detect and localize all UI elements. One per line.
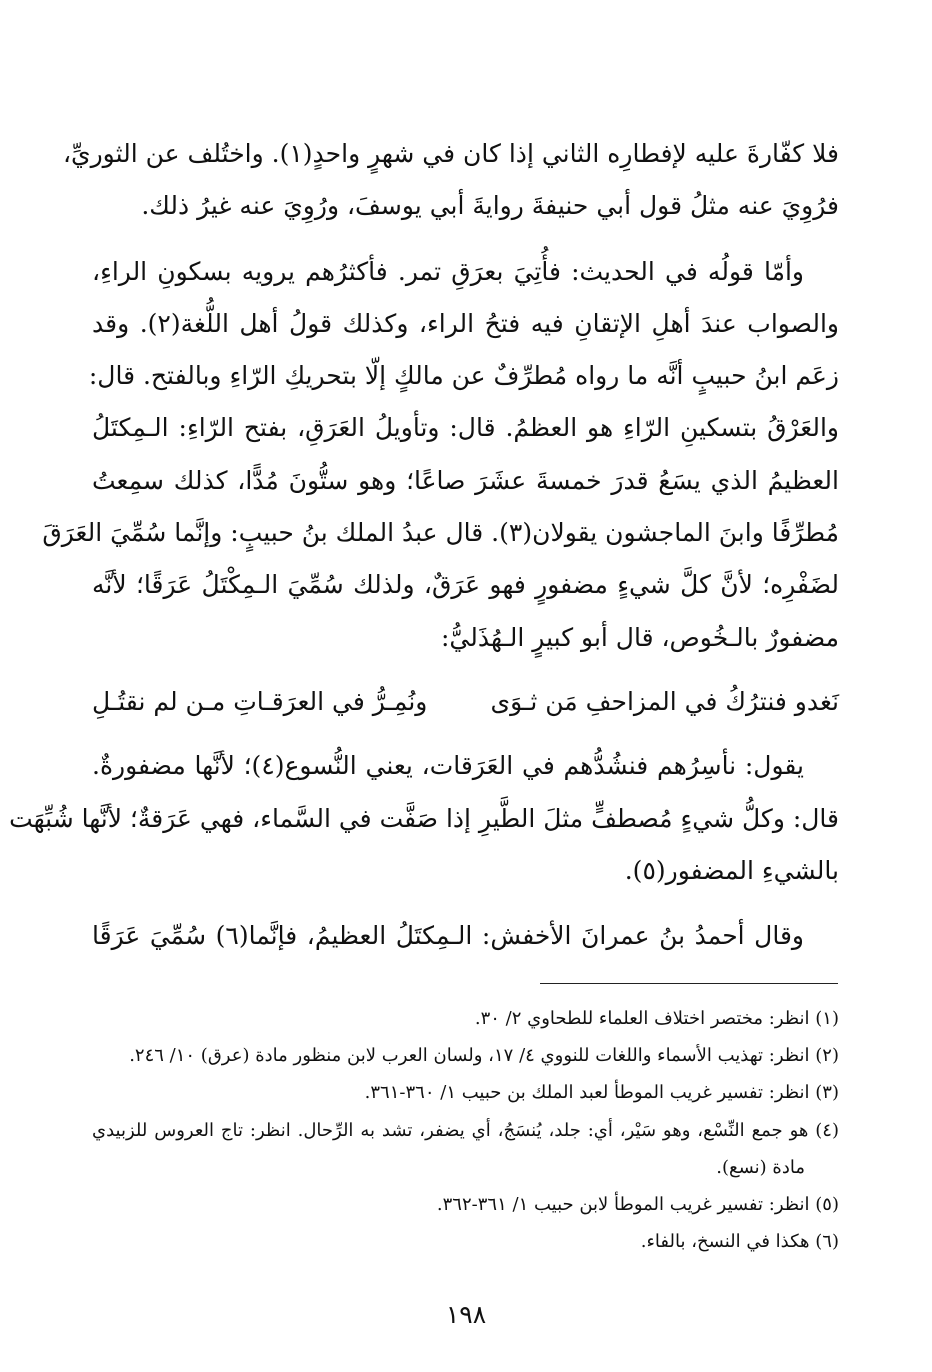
footnote-5: (٥) انظر: تفسير غريب الموطأ لابن حبيب ١/ ٣٦١-٣٦٢. bbox=[436, 1194, 839, 1216]
text-line: مضفورٌ بالـخُوص، قال أبو كبيرٍ الـهُذَليُّ: bbox=[440, 622, 839, 652]
footnote-1: (١) انظر: مختصر اختلاف العلماء للطحاوي ٢/ ٣٠. bbox=[474, 1008, 839, 1029]
paragraph-2 bbox=[42, 246, 839, 664]
text-line: فلا كفّارةَ عليه لإفطارِه الثاني إذا كان في شهرٍ واحدٍ(١). واختُلف عن الثوريِّ، bbox=[62, 139, 839, 168]
footnote-3: (٣) انظر: تفسير غريب الموطأ لعبد الملك بن حبيب ١/ ٣٦٠-٣٦١. bbox=[364, 1082, 839, 1104]
text-line: لضَفْرِه؛ لأنَّ كلَّ شيءٍ مضفورٍ فهو عَرَقٌ، ولذلك سُمِّيَ الـمِكْتَلُ عَرَقًا؛ لأنَّه bbox=[92, 570, 839, 600]
page-number: ١٩٨ bbox=[445, 1300, 487, 1329]
footnote-4: (٤) هو جمع النِّسْع، وهو سَيْر، أي: جلد، يُنسَجُ، أي يضفر، تشد به الرِّحال. انظر: تاج العروس للزبيدي مادة (نسع). bbox=[92, 1119, 839, 1178]
paragraph-3 bbox=[9, 740, 839, 897]
text-line: بالشيءِ المضفور(٥). bbox=[624, 855, 839, 885]
text-line: قال: وكلُّ شيءٍ مُصطفٍّ مثلَ الطَّيرِ إذا صَفَّت في السَّماء، فهي عَرَقةٌ؛ لأنَّها شُبِّهَت bbox=[9, 803, 839, 833]
footnote-divider bbox=[540, 983, 838, 984]
footnote-6: (٦) هكذا في النسخ، بالفاء. bbox=[640, 1231, 839, 1253]
text-line: زعَم ابنُ حبيبٍ أنَّه ما رواه مُطرِّفٌ عن مالكٍ إلّا بتحريكِ الرّاءِ وبالفتح. قال: bbox=[88, 361, 839, 391]
poem-verse bbox=[92, 676, 839, 728]
footnotes bbox=[92, 1000, 839, 1260]
text-line: وقال أحمدُ بنُ عمرانَ الأخفش: الـمِكتَلُ العظيمُ، فإنَّما(٦) سُمِّيَ عَرَقًا bbox=[92, 921, 804, 951]
text-line: وأمّا قولُه في الحديث: فأُتِيَ بعرَقِ تمر. فأكثرُهم يرويه بسكونِ الراءِ، bbox=[92, 256, 804, 286]
text-line: العظيمُ الذي يسَعُ قدرَ خمسةَ عشَرَ صاعًا؛ وهو ستُّونَ مُدًّا، كذلك سمِعتُ bbox=[92, 465, 839, 495]
text-line: والعَرْقُ بتسكينِ الرّاءِ هو العظمُ. قال: وتأويلُ العَرَقِ، بفتح الرّاءِ: الـمِكتَلُ bbox=[92, 413, 839, 443]
poem-hemistich-left: ونُمِـرُّ في العرَقـاتِ مـن لم نقتُـلِ bbox=[92, 686, 428, 716]
paragraph-1 bbox=[62, 128, 839, 233]
footnote-2: (٢) انظر: تهذيب الأسماء واللغات للنووي ٤/ ١٧، ولسان العرب لابن منظور مادة (عرق) ١٠/ ٢٤٦. bbox=[129, 1045, 839, 1067]
main-text bbox=[9, 128, 839, 962]
text-line: والصواب عندَ أهلِ الإتقانِ فيه فتحُ الراء، وكذلك قولُ أهل اللُّغة(٢). وقد bbox=[92, 308, 839, 338]
paragraph-4 bbox=[92, 910, 839, 962]
text-line: فرُوِيَ عنه مثلُ قول أبي حنيفةَ روايةَ أبي يوسفَ، ورُوِيَ عنه غيرُ ذلك. bbox=[141, 191, 839, 221]
poem-hemistich-right: نَغدو فنترُكُ في المزاحفِ مَن ثـوَى bbox=[490, 686, 839, 716]
text-line: مُطرِّفًا وابنَ الماجشون يقولان(٣). قال عبدُ الملك بنُ حبيبٍ: وإنَّما سُمِّيَ العَرَقَ bbox=[42, 518, 839, 548]
text-line: يقول: نأسِرُهم فنشُدُّهم في العَرَقات، يعني النُّسوع(٤)؛ لأنَّها مضفورةٌ. bbox=[92, 751, 804, 781]
